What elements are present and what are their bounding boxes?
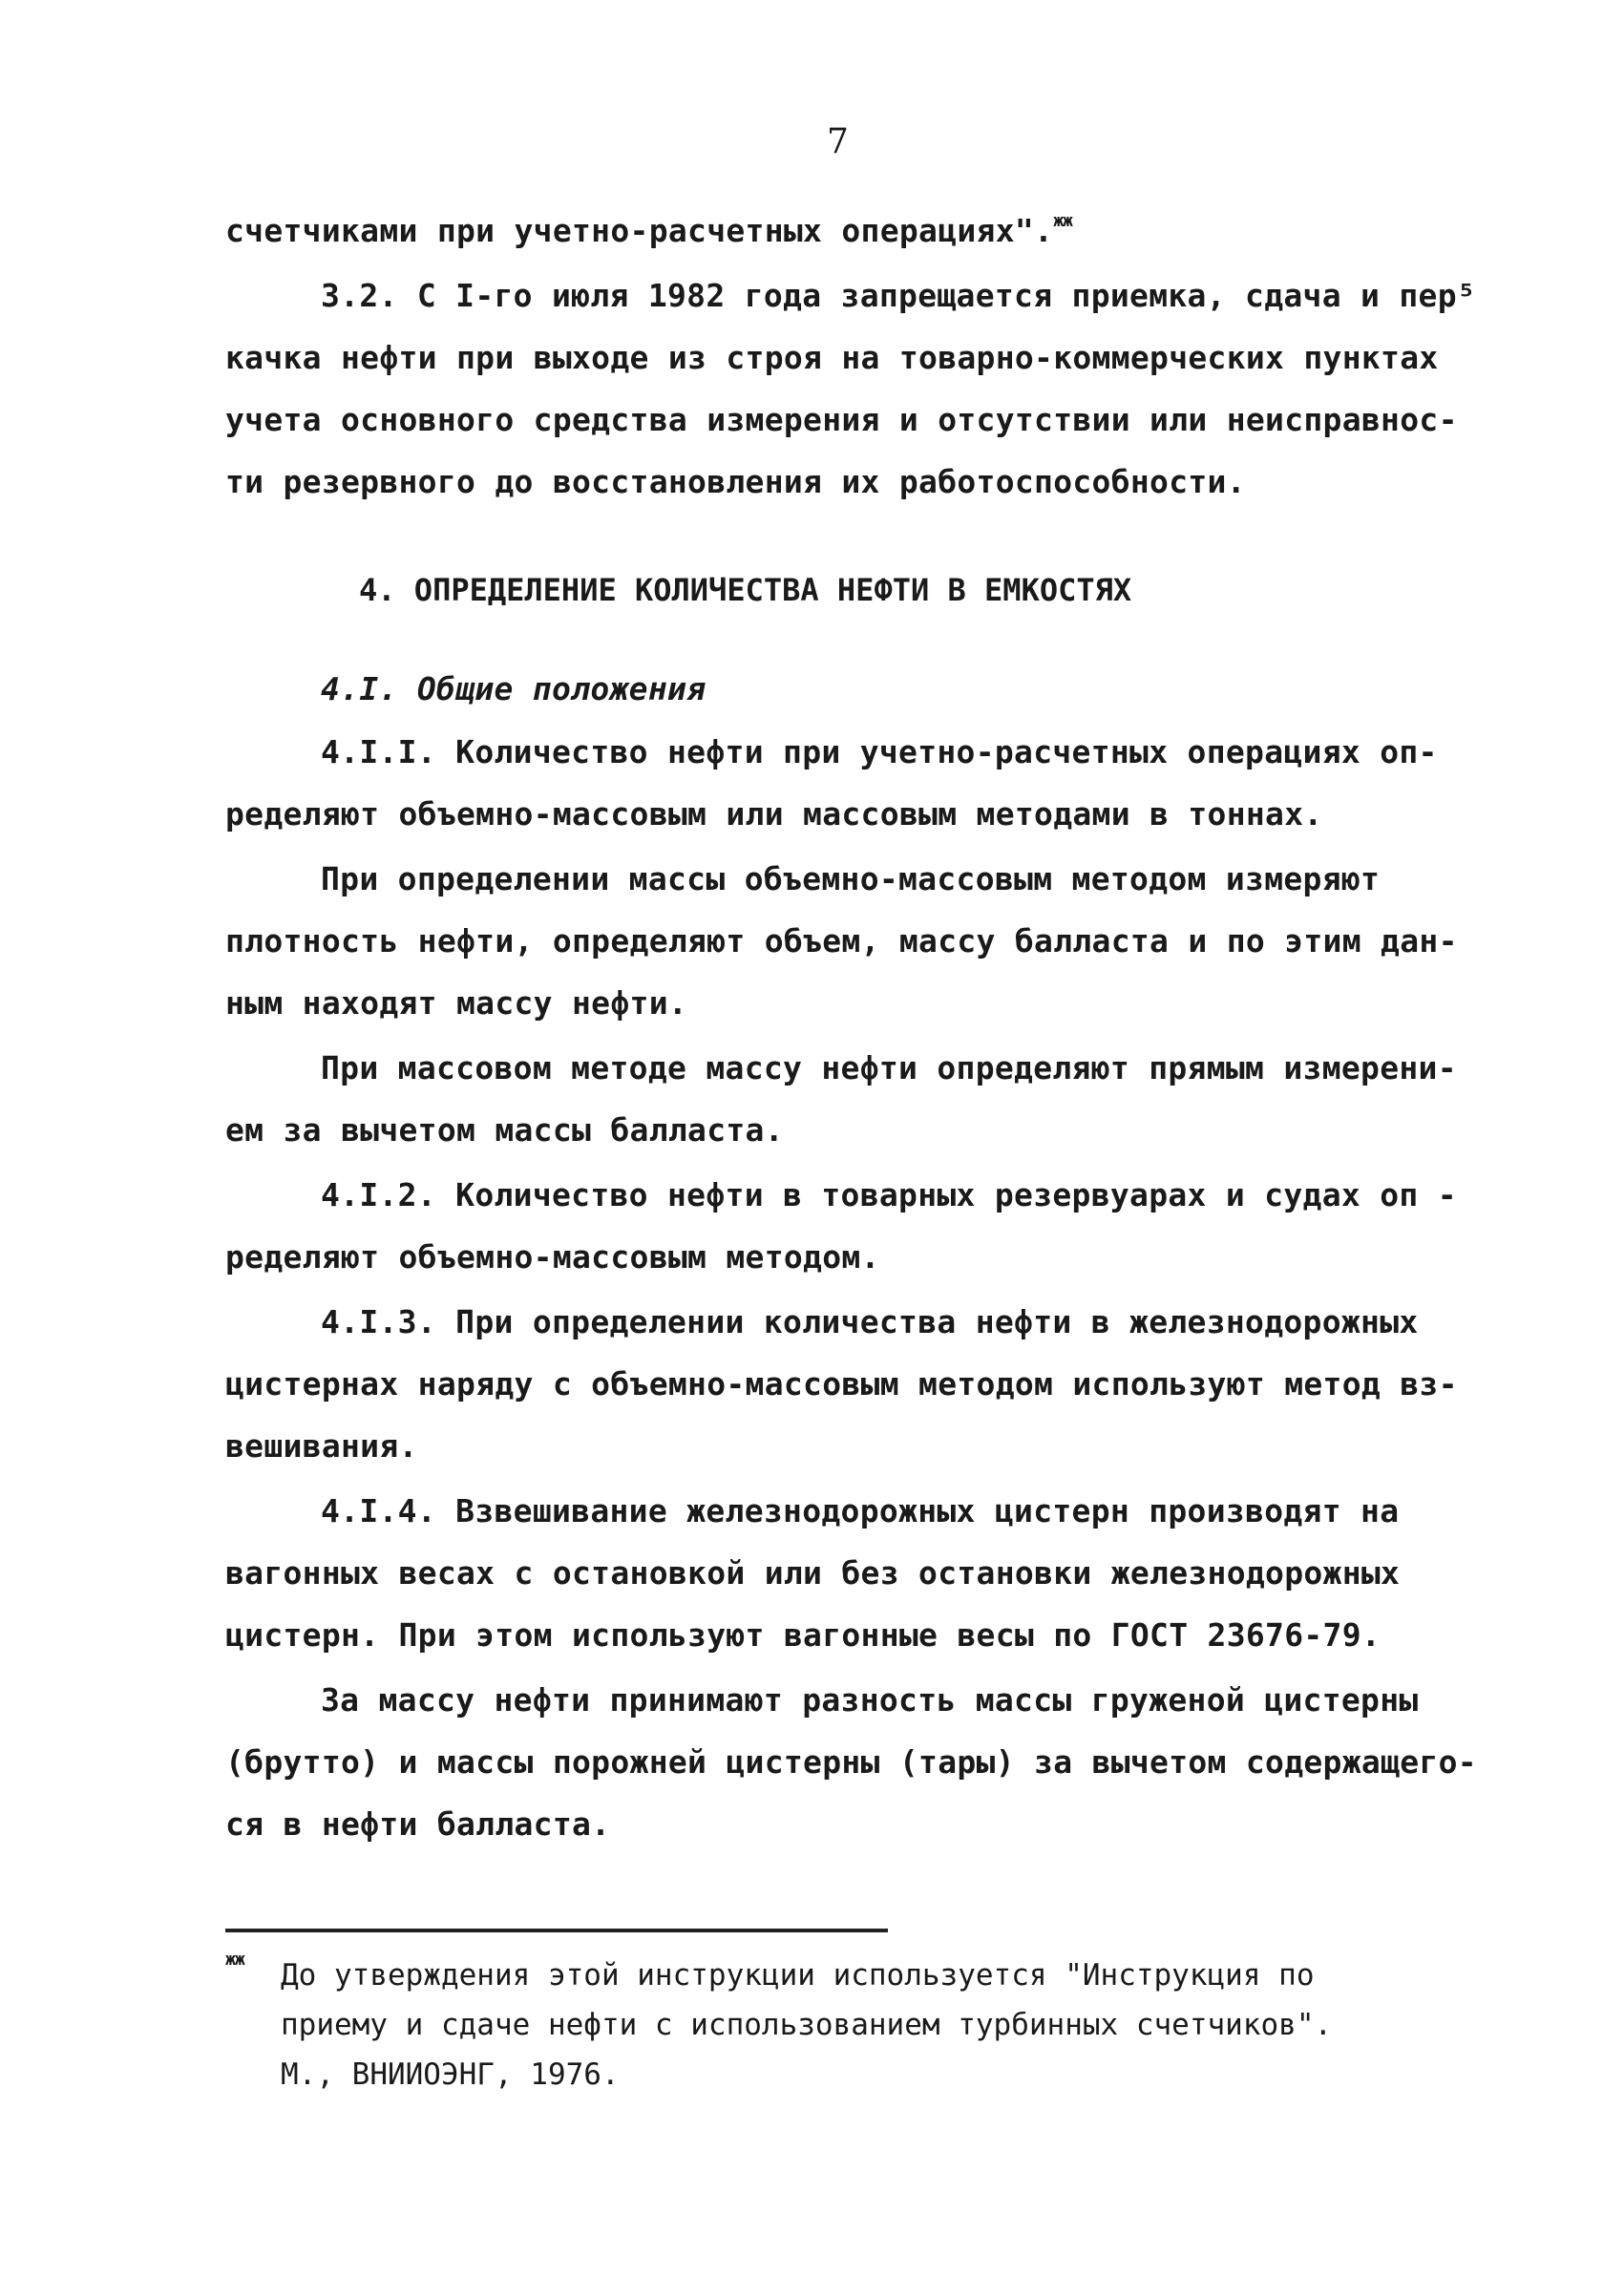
paragraph-4-1-3-line: 4.I.3. При определении количества нефти в железнодорожных <box>321 1303 1419 1340</box>
paragraph-4-1-2-line: 4.I.2. Количество нефти в товарных резервуарах и судах оп - <box>321 1176 1457 1213</box>
section-3-2-line: 3.2. С I-го июля 1982 года запрещается приемка, сдача и пер⁵ <box>321 277 1477 314</box>
paragraph-4-1-4-line: цистерн. При этом используют вагонные весы по ГОСТ 23676-79. <box>225 1616 1381 1654</box>
paragraph-4-1-3-line: вешивания. <box>225 1427 418 1465</box>
paragraph-mass-method-line: При массовом методе массу нефти определяют прямым измерени- <box>321 1049 1457 1086</box>
paragraph-4-1-1-line: ределяют объемно-массовым или массовым методами в тоннах. <box>225 795 1323 833</box>
section-3-2-line: ти резервного до восстановления их работоспособности. <box>225 463 1246 500</box>
paragraph-mass-method-line: ем за вычетом массы балласта. <box>225 1111 784 1149</box>
paragraph-volume-mass-line: ным находят массу нефти. <box>225 984 688 1022</box>
section-4-heading: 4. ОПРЕДЕЛЕНИЕ КОЛИЧЕСТВА НЕФТИ В ЕМКОСТЯХ <box>359 572 1132 608</box>
continuation-line <box>225 212 1072 250</box>
paragraph-net-mass-line: За массу нефти принимают разность массы груженой цистерны <box>321 1681 1419 1719</box>
paragraph-net-mass-line: (брутто) и массы порожней цистерны (тары) за вычетом содержащего- <box>225 1743 1477 1781</box>
subsection-4-1-heading: 4.I. Общие положения <box>321 670 707 707</box>
footnote-reference: жж <box>1053 211 1072 231</box>
footnote-line: приему и сдаче нефти с использованием турбинных счетчиков". <box>281 2008 1333 2042</box>
page-number: 7 <box>827 122 849 161</box>
continuation-text: счетчиками при учетно-расчетных операциях". <box>225 212 1054 249</box>
footnote-line: М., ВНИИОЭНГ, 1976. <box>281 2057 620 2092</box>
paragraph-volume-mass-line: плотность нефти, определяют объем, массу балласта и по этим дан- <box>225 922 1458 960</box>
paragraph-volume-mass-line: При определении массы объемно-массовым методом измеряют <box>321 860 1381 897</box>
paragraph-4-1-3-line: цистернах наряду с объемно-массовым методом используют метод вз- <box>225 1365 1458 1403</box>
footnote-line: До утверждения этой инструкции используется "Инструкция по <box>281 1958 1315 1993</box>
section-3-2-line: учета основного средства измерения и отсутствии или неисправнос- <box>225 401 1458 438</box>
paragraph-4-1-4-line: 4.I.4. Взвешивание железнодорожных цистерн производят на <box>321 1492 1400 1529</box>
footnote-separator <box>225 1929 888 1932</box>
paragraph-4-1-4-line: вагонных весах с остановкой или без остановки железнодорожных <box>225 1554 1401 1592</box>
footnote-mark: жж <box>225 1950 244 1970</box>
paragraph-net-mass-line: ся в нефти балласта. <box>225 1805 611 1843</box>
section-3-2-line: качка нефти при выходе из строя на товарно-коммерческих пунктах <box>225 339 1439 376</box>
paragraph-4-1-1-line: 4.I.I. Количество нефти при учетно-расчетных операциях оп- <box>321 733 1438 770</box>
paragraph-4-1-2-line: ределяют объемно-массовым методом. <box>225 1238 880 1276</box>
